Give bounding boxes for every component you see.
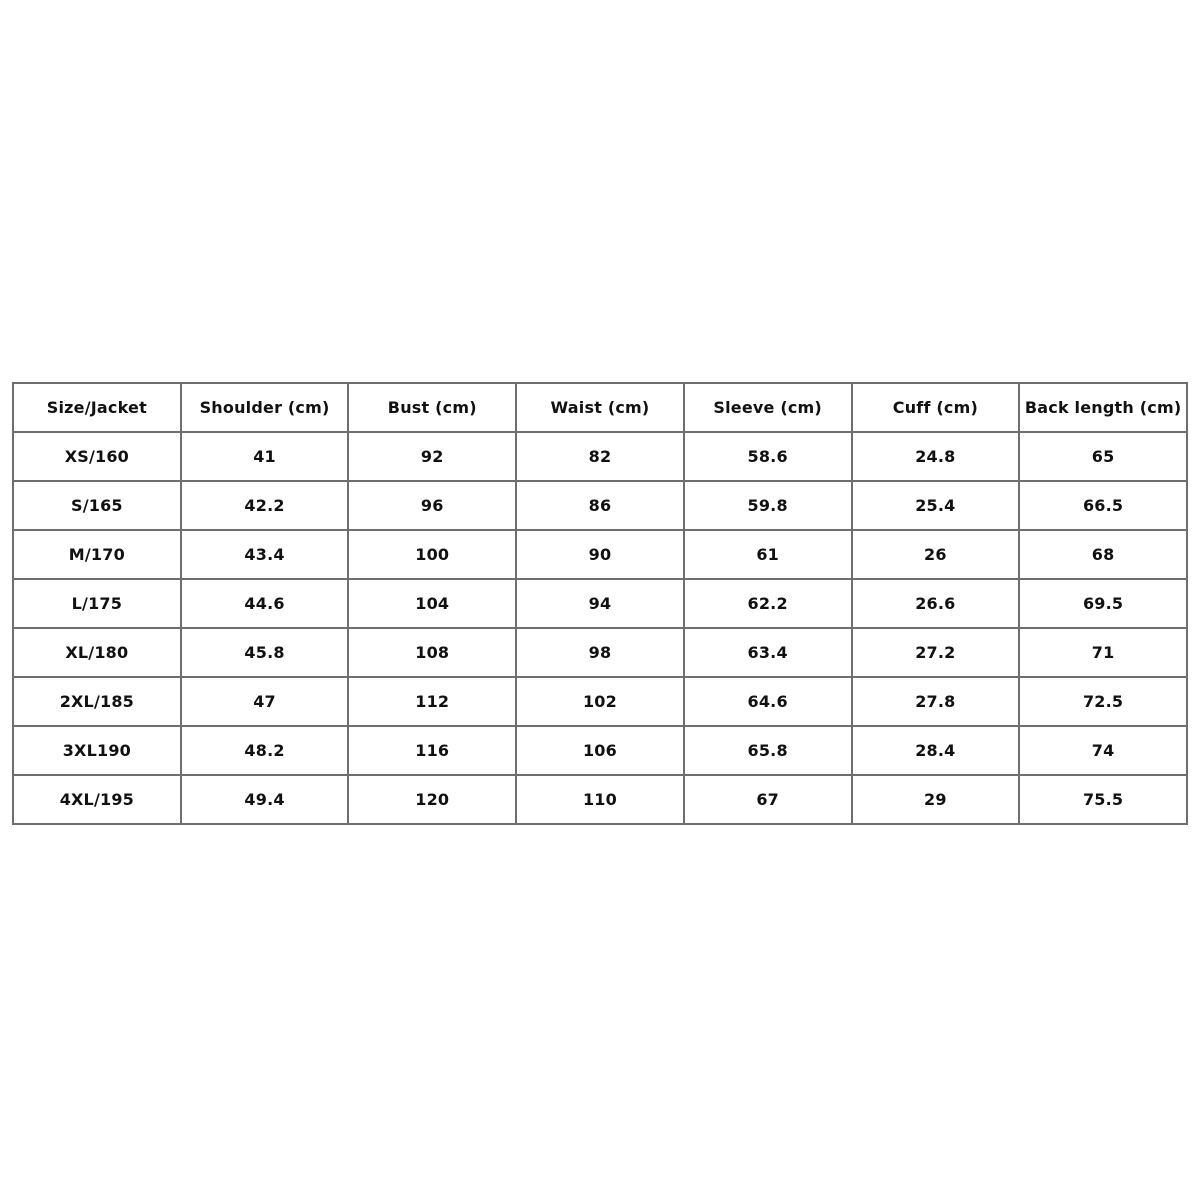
cell-shoulder: 43.4: [181, 530, 349, 579]
cell-bust: 108: [348, 628, 516, 677]
size-chart-table: [12, 382, 1188, 825]
table-body: [13, 432, 1187, 824]
cell-waist: 106: [516, 726, 684, 775]
table-row: [13, 775, 1187, 824]
cell-sleeve: 67: [684, 775, 852, 824]
header-waist: Waist (cm): [516, 383, 684, 432]
cell-shoulder: 44.6: [181, 579, 349, 628]
cell-bust: 96: [348, 481, 516, 530]
cell-cuff: 24.8: [852, 432, 1020, 481]
cell-cuff: 27.2: [852, 628, 1020, 677]
cell-sleeve: 62.2: [684, 579, 852, 628]
cell-shoulder: 41: [181, 432, 349, 481]
cell-cuff: 29: [852, 775, 1020, 824]
header-sleeve: Sleeve (cm): [684, 383, 852, 432]
header-size: Size/Jacket: [13, 383, 181, 432]
cell-sleeve: 64.6: [684, 677, 852, 726]
cell-waist: 98: [516, 628, 684, 677]
cell-waist: 90: [516, 530, 684, 579]
header-bust: Bust (cm): [348, 383, 516, 432]
table-header: [13, 383, 1187, 432]
cell-size: 2XL/185: [13, 677, 181, 726]
cell-size: M/170: [13, 530, 181, 579]
table-row: [13, 579, 1187, 628]
cell-cuff: 28.4: [852, 726, 1020, 775]
header-cuff: Cuff (cm): [852, 383, 1020, 432]
cell-bust: 120: [348, 775, 516, 824]
cell-size: L/175: [13, 579, 181, 628]
table-row: [13, 628, 1187, 677]
cell-waist: 110: [516, 775, 684, 824]
cell-cuff: 25.4: [852, 481, 1020, 530]
cell-sleeve: 58.6: [684, 432, 852, 481]
table-row: [13, 726, 1187, 775]
cell-shoulder: 42.2: [181, 481, 349, 530]
header-shoulder: Shoulder (cm): [181, 383, 349, 432]
cell-shoulder: 45.8: [181, 628, 349, 677]
cell-back-length: 65: [1019, 432, 1187, 481]
cell-waist: 94: [516, 579, 684, 628]
header-row: [13, 383, 1187, 432]
cell-shoulder: 49.4: [181, 775, 349, 824]
cell-sleeve: 63.4: [684, 628, 852, 677]
cell-bust: 100: [348, 530, 516, 579]
table-row: [13, 530, 1187, 579]
cell-size: XL/180: [13, 628, 181, 677]
table-row: [13, 481, 1187, 530]
cell-size: 3XL190: [13, 726, 181, 775]
cell-size: 4XL/195: [13, 775, 181, 824]
table-row: [13, 677, 1187, 726]
cell-waist: 86: [516, 481, 684, 530]
cell-sleeve: 59.8: [684, 481, 852, 530]
cell-bust: 92: [348, 432, 516, 481]
table-row: [13, 432, 1187, 481]
cell-bust: 112: [348, 677, 516, 726]
cell-shoulder: 48.2: [181, 726, 349, 775]
header-back-length: Back length (cm): [1019, 383, 1187, 432]
cell-back-length: 72.5: [1019, 677, 1187, 726]
cell-shoulder: 47: [181, 677, 349, 726]
cell-back-length: 71: [1019, 628, 1187, 677]
cell-back-length: 75.5: [1019, 775, 1187, 824]
cell-back-length: 74: [1019, 726, 1187, 775]
cell-waist: 102: [516, 677, 684, 726]
cell-size: XS/160: [13, 432, 181, 481]
cell-size: S/165: [13, 481, 181, 530]
cell-cuff: 27.8: [852, 677, 1020, 726]
cell-sleeve: 61: [684, 530, 852, 579]
cell-back-length: 66.5: [1019, 481, 1187, 530]
cell-back-length: 68: [1019, 530, 1187, 579]
cell-waist: 82: [516, 432, 684, 481]
cell-sleeve: 65.8: [684, 726, 852, 775]
cell-cuff: 26.6: [852, 579, 1020, 628]
cell-bust: 116: [348, 726, 516, 775]
cell-back-length: 69.5: [1019, 579, 1187, 628]
cell-bust: 104: [348, 579, 516, 628]
cell-cuff: 26: [852, 530, 1020, 579]
